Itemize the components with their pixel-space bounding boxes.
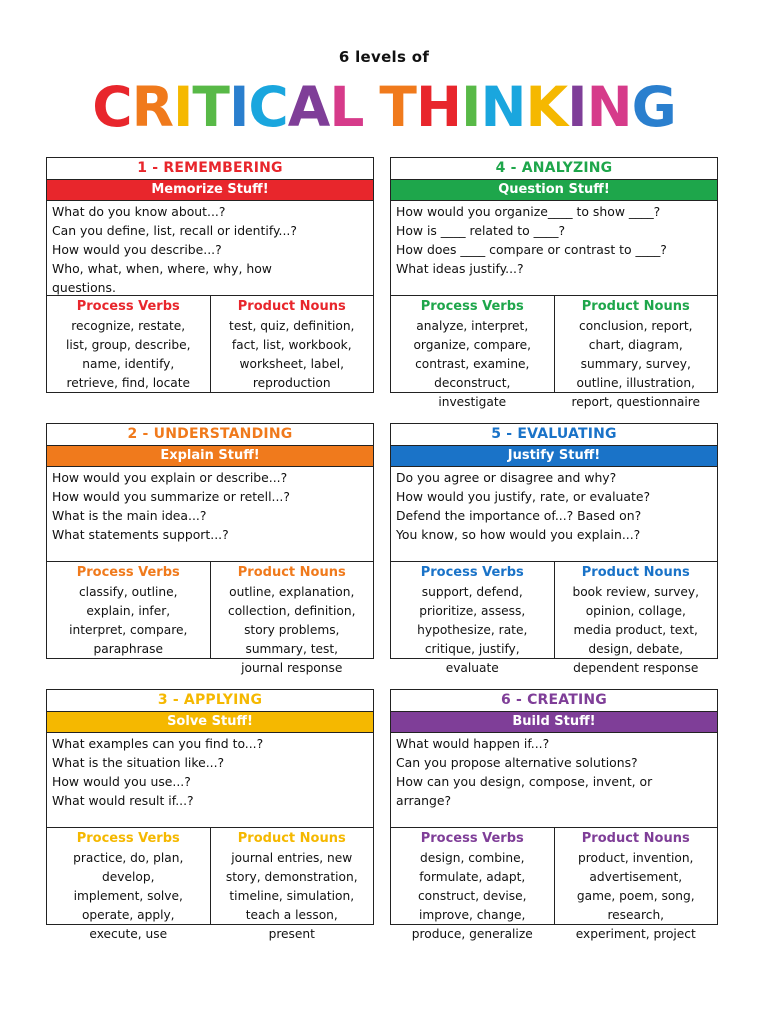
verb-line: produce, generalize [411, 927, 533, 941]
process-verbs-label: Process Verbs [420, 831, 524, 846]
question-line: What would happen if...? [396, 736, 550, 751]
verb-line: execute, use [89, 927, 168, 941]
verb-line: practice, do, plan, [73, 851, 184, 865]
title-letter: T [192, 75, 229, 139]
level-banner: Memorize Stuff! [47, 180, 373, 201]
question-list [391, 467, 717, 562]
verb-line: recognize, restate, [71, 319, 186, 333]
process-verbs-list [391, 583, 554, 678]
noun-line: summary, survey, [580, 357, 691, 371]
level-heading: 2 - UNDERSTANDING [47, 424, 373, 446]
noun-line: game, poem, song, [576, 889, 695, 903]
verb-line: organize, compare, [413, 338, 532, 352]
question-list [47, 201, 373, 296]
question-line: Defend the importance of...? Based on? [396, 508, 642, 523]
title-letter: C [248, 75, 288, 139]
level-banner: Solve Stuff! [47, 712, 373, 733]
level-panel-applying [46, 689, 374, 941]
process-verbs-column [47, 562, 210, 659]
verb-line: contrast, examine, [415, 357, 530, 371]
level-heading: 6 - CREATING [391, 690, 717, 712]
process-verbs-list [47, 317, 210, 393]
title-letter: N [480, 75, 526, 139]
noun-line: chart, diagram, [588, 338, 683, 352]
noun-line: media product, text, [573, 623, 698, 637]
level-banner: Build Stuff! [391, 712, 717, 733]
noun-line: research, [607, 908, 665, 922]
question-line: What would result if...? [52, 793, 194, 808]
question-line: What examples can you find to...? [52, 736, 264, 751]
process-verbs-label: Process Verbs [76, 299, 180, 314]
title-letter: N [586, 75, 632, 139]
title-letter: I [228, 75, 249, 139]
verb-line: retrieve, find, locate [66, 376, 191, 390]
level-panel-analyzing [390, 157, 718, 409]
product-nouns-column [210, 828, 374, 941]
noun-line: teach a lesson, [245, 908, 338, 922]
verb-line: explain, infer, [86, 604, 171, 618]
verb-line: operate, apply, [81, 908, 175, 922]
question-line: How does ____ compare or contrast to ____? [396, 242, 667, 257]
verb-line: investigate [438, 395, 507, 409]
question-line: How would you describe...? [52, 242, 222, 257]
product-nouns-column [554, 562, 718, 675]
question-line: Who, what, when, where, why, how [52, 261, 272, 276]
noun-line: collection, definition, [228, 604, 356, 618]
question-line: Can you propose alternative solutions? [396, 755, 638, 770]
verb-line: critique, justify, [424, 642, 520, 656]
question-line: How would you organize____ to show ____? [396, 204, 661, 219]
verb-line: hypothesize, rate, [417, 623, 528, 637]
noun-line: outline, illustration, [576, 376, 695, 390]
product-nouns-label: Product Nouns [581, 831, 690, 846]
verb-line: develop, [102, 870, 155, 884]
title-letter: A [287, 75, 330, 139]
product-nouns-column [554, 296, 718, 409]
verb-line: support, defend, [421, 585, 523, 599]
verb-line: improve, change, [419, 908, 526, 922]
question-list [391, 201, 717, 296]
title-letter: I [460, 75, 481, 139]
product-nouns-list [555, 583, 718, 678]
product-nouns-list [555, 317, 718, 412]
process-verbs-column [391, 828, 554, 941]
verb-line: design, combine, [420, 851, 525, 865]
noun-line: opinion, collage, [585, 604, 686, 618]
verb-line: analyze, interpret, [416, 319, 529, 333]
level-heading: 4 - ANALYZING [391, 158, 717, 180]
noun-line: report, questionnaire [571, 395, 700, 409]
verb-line: list, group, describe, [65, 338, 191, 352]
question-line: How would you use...? [52, 774, 191, 789]
verb-line: paraphrase [93, 642, 163, 656]
noun-line: conclusion, report, [579, 319, 693, 333]
level-panel-creating [390, 689, 718, 941]
verb-line: deconstruct, [434, 376, 511, 390]
page-title [0, 74, 768, 140]
level-banner: Explain Stuff! [47, 446, 373, 467]
verb-line: interpret, compare, [69, 623, 188, 637]
product-nouns-label: Product Nouns [237, 831, 346, 846]
noun-line: journal response [241, 661, 343, 675]
product-nouns-column [210, 296, 374, 393]
question-line: What statements support...? [52, 527, 229, 542]
title-letter: G [631, 75, 676, 139]
question-line: How would you summarize or retell...? [52, 489, 290, 504]
question-line: Do you agree or disagree and why? [396, 470, 617, 485]
title-letter: L [329, 75, 364, 139]
noun-line: story problems, [244, 623, 340, 637]
title-letter: H [415, 75, 461, 139]
noun-line: story, demonstration, [225, 870, 358, 884]
process-verbs-column [391, 296, 554, 409]
verbs-nouns-table [47, 296, 373, 393]
level-panel-remembering [46, 157, 374, 393]
noun-line: design, debate, [588, 642, 684, 656]
level-banner: Justify Stuff! [391, 446, 717, 467]
product-nouns-list [211, 583, 374, 678]
verbs-nouns-table [47, 828, 373, 941]
verb-line: evaluate [445, 661, 499, 675]
question-line: How would you justify, rate, or evaluate? [396, 489, 651, 504]
product-nouns-label: Product Nouns [237, 299, 346, 314]
product-nouns-label: Product Nouns [581, 299, 690, 314]
noun-line: dependent response [573, 661, 699, 675]
process-verbs-label: Process Verbs [420, 299, 524, 314]
process-verbs-column [47, 296, 210, 393]
title-letter: K [525, 75, 568, 139]
title-letter: I [172, 75, 193, 139]
product-nouns-label: Product Nouns [237, 565, 346, 580]
question-line: How is ____ related to ____? [396, 223, 566, 238]
noun-line: outline, explanation, [229, 585, 355, 599]
process-verbs-label: Process Verbs [420, 565, 524, 580]
level-heading: 5 - EVALUATING [391, 424, 717, 446]
process-verbs-column [391, 562, 554, 675]
product-nouns-column [554, 828, 718, 941]
product-nouns-column [210, 562, 374, 675]
question-line: How would you explain or describe...? [52, 470, 288, 485]
question-line: arrange? [396, 793, 452, 808]
noun-line: advertisement, [589, 870, 683, 884]
question-line: What ideas justify...? [396, 261, 524, 276]
question-line: What is the situation like...? [52, 755, 225, 770]
verb-line: implement, solve, [73, 889, 183, 903]
level-panel-understanding [46, 423, 374, 675]
subtitle: 6 levels of [338, 48, 430, 66]
verbs-nouns-table [47, 562, 373, 675]
level-panel-evaluating [390, 423, 718, 675]
title-letter: T [379, 75, 416, 139]
level-heading: 3 - APPLYING [47, 690, 373, 712]
question-line: What is the main idea...? [52, 508, 207, 523]
product-nouns-list [555, 849, 718, 944]
question-line: You know, so how would you explain...? [396, 527, 641, 542]
noun-line: present [268, 927, 315, 941]
process-verbs-label: Process Verbs [76, 565, 180, 580]
product-nouns-label: Product Nouns [581, 565, 690, 580]
question-list [47, 467, 373, 562]
title-letter: I [567, 75, 587, 139]
question-line: Can you define, list, recall or identify...? [52, 223, 297, 238]
process-verbs-list [391, 849, 554, 944]
noun-line: summary, test, [245, 642, 339, 656]
noun-line: product, invention, [578, 851, 694, 865]
process-verbs-label: Process Verbs [76, 831, 180, 846]
verb-line: formulate, adapt, [419, 870, 526, 884]
question-line: questions. [52, 280, 116, 295]
noun-line: test, quiz, definition, [229, 319, 355, 333]
verbs-nouns-table [391, 828, 717, 941]
level-heading: 1 - REMEMBERING [47, 158, 373, 180]
question-line: What do you know about...? [52, 204, 226, 219]
question-line: How can you design, compose, invent, or [396, 774, 653, 789]
noun-line: journal entries, new [231, 851, 353, 865]
process-verbs-list [47, 583, 210, 659]
title-letter: C [92, 75, 132, 139]
process-verbs-list [391, 317, 554, 412]
verbs-nouns-table [391, 296, 717, 409]
product-nouns-list [211, 317, 374, 393]
verb-line: construct, devise, [417, 889, 527, 903]
product-nouns-list [211, 849, 374, 944]
process-verbs-list [47, 849, 210, 944]
question-list [47, 733, 373, 828]
noun-line: timeline, simulation, [229, 889, 355, 903]
verb-line: name, identify, [82, 357, 175, 371]
process-verbs-column [47, 828, 210, 941]
noun-line: fact, list, workbook, [231, 338, 352, 352]
verb-line: prioritize, assess, [419, 604, 526, 618]
title-letter: R [131, 75, 173, 139]
noun-line: reproduction [252, 376, 331, 390]
level-banner: Question Stuff! [391, 180, 717, 201]
verbs-nouns-table [391, 562, 717, 675]
noun-line: experiment, project [575, 927, 696, 941]
noun-line: worksheet, label, [239, 357, 344, 371]
noun-line: book review, survey, [572, 585, 700, 599]
verb-line: classify, outline, [78, 585, 178, 599]
question-list [391, 733, 717, 828]
